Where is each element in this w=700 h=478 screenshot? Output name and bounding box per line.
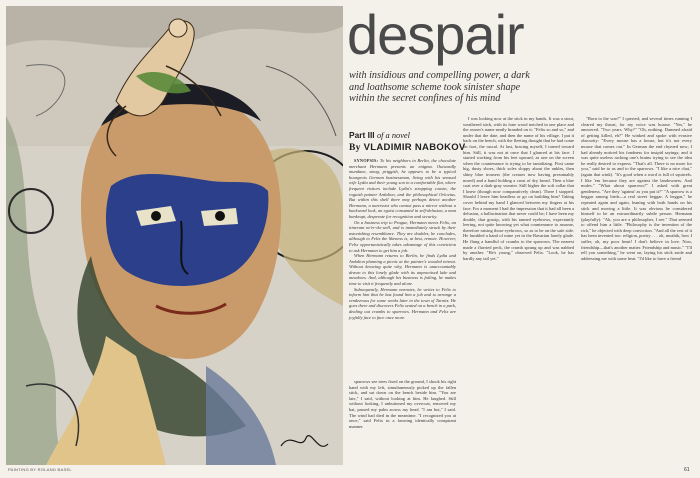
synopsis-lead: SYNOPSIS: (354, 158, 379, 163)
body-column-3-text: "Born to the war?" I queried; and several times running I cleared my throat, for my voice was hoarse. "Yes," he answered. "Two years. Why?" "Oh, nothing. Damned afraid of getting killed, eh?" He winked and spoke with evasive obscurity: "Every mouse has a house, but it's not every mouse that comes out." In German the end rhymed now; I had already noticed his fondness for insipid sayings; and it was quite useless racking one's brains trying to see the idea he really desired to express. "That's all. There is no more for you," said he to us and to the sparrows. "I like a nice chat," (again that wink). "It's good when a word is full of squirrels. I like 'em because they are against the landowners. And mules." "What about sparrows?" I asked with great gentleness. "Are they 'against' as you put it?" "A sparrow is a beggar among birds—a real street beggar. A beggar," he repeated again and again, leaning with both hands on his stick and moving a little. It was obvious he considered himself to be an extraordinarily subtle person. Hermann (playfully): "Ah, you are a philosopher, I see." That seemed to offend him a little. "Philosophy is the invention of the rich," he objected with deep conviction. "And all the rest of it has been invented too: religion, poetry . . . oh, muzhik, how I suffer, oh, my poor heart! I don't believe in love. Now, friendship—that's another matter. Friendship and music." "I'll tell you something," he went on, laying his stick aside and addressing me with some heat. "I'd like to have a friend (581, 116, 692, 261)
synopsis-paragraph-2: On a business trip to Prague, Hermann meets Felix, an itinerant ne'er-do-well, and is immediately struck by their astonishing resemblance. They are doubles, he concludes, although to Felix the likeness is, at best, remote. However, Felix opportunistically takes advantage of this conviction to ask Hermann to get him a job. (349, 219, 456, 253)
page-number: 61 (684, 467, 690, 473)
body-column-3 (581, 116, 692, 468)
byline-prefix: By (349, 143, 361, 153)
body-column-2 (463, 116, 574, 468)
byline (349, 142, 466, 153)
part-label (349, 130, 410, 140)
article-title: despair (347, 3, 524, 66)
body-column-2-text: I was looking now at the stick in my hands. It was a stout, weathered stick, with its lone wood notched in one place and the owner's name neatly branded on it: "Felix so and so," and under that the date, and then the name of his village. I put it back on the bench, with the fleeting thought that he had come on foot, the rascal. At last, bracing myself, I turned toward him. Still, it was not at once that I glanced at his face. I started working from his feet upward, as one on the screen when the countenance is trying to be tantalizing. First came big, dusty shoes, thick soles sloppy about the ankles, then shiny blue trousers (the creases now having presumably nosed) and a hand holding a crust of dry bread. Then a blue coat over a dark-gray sweater. Still higher the soft collar that I knew (though now comparatively clean). There I stopped. Should I leave him headless or go on building him? Taking cover behind my hand I glanced between my fingers at his face. For a moment I had the impression that it had all been a delusion, a hallucination that never could be; I have been my double, that gossip, with his tanned eyebrows, expectantly leering, not quite knowing yet what countenance to assume, therefore raising those eyebrows, so as to be on the safe side. He fumbled a hand of mine yet in the Bavarian lonely glade. He flung a handful of crumbs to the sparrows. The nearest made a flurried peck, the crumb sprang up and was nabbed by another. "He's young," observed Felix. "Look, he has hardly any tail yet." (463, 116, 574, 261)
part-number: Part III (349, 130, 375, 140)
author-name: VLADIMIR NABOKOV (363, 142, 466, 153)
art-credit-caption: PAINTING BY ROLAND BASEL (8, 467, 72, 472)
body-column-1-text: sparrows see trees fixed on the ground, I shook his right hand with my left, simultaneously picked up the fallen stick, and sat down on the bench beside him. "You are late," I said, without looking at him. He laughed. Still without looking, I unbuttoned my overcoat, removed my hat, passed my palm across my head. "I am hot," I said. The wind had died in the meantime. "I recognized you at once," said Felix in a fawning identically conspirant manner. (349, 379, 456, 429)
body-column-1 (349, 379, 456, 469)
synopsis-paragraph-4: Subsequently, Hermann narrates, he writes to Felix to inform him that he has found him a job and to arrange a rendezvous for some weeks later in the town of Tarnitz. He goes there and discovers Felix seated on a bench in a park, dealing out crumbs to sparrows. Hermann and Felix are joyfully face to face once more. (349, 286, 456, 320)
part-suffix: of a novel (376, 131, 410, 140)
painting-svg (6, 6, 343, 465)
painting-illustration (6, 6, 343, 465)
synopsis-text: To his neighbors in Berlin, the chocolate merchant Hermann presents an enigma. Outwardly mundane, smug, priggish, he appears to be a typical bourgeois German businessman, living with his sensual wife Lydia and their young son in a comfortable flat, where frequent visitors include Lydia's strapping cousin, the roguish painter Ardalion, and the philosophical Orlovius. But within this shell there may perhaps detect another Hermann, a narcissist who cannot pass a mirror without a backward look, an egoist consumed in self-delusion, a man bankrupt, desperate for recognition and security. (349, 158, 456, 219)
synopsis-paragraph-3: When Hermann returns to Berlin, he finds Lydia and Ardalion planning a picnic at the painter's wooded retreat. Without knowing quite why, Hermann is unaccountably drawn to this lonely glade with its unpractised lake and meadows. And, although his business is failing, he makes time to visit it frequently and alone. (349, 253, 456, 287)
article-deck: with insidious and compelling power, a dark and loathsome scheme took sinister shape within the secret confines of his mind (349, 70, 530, 104)
